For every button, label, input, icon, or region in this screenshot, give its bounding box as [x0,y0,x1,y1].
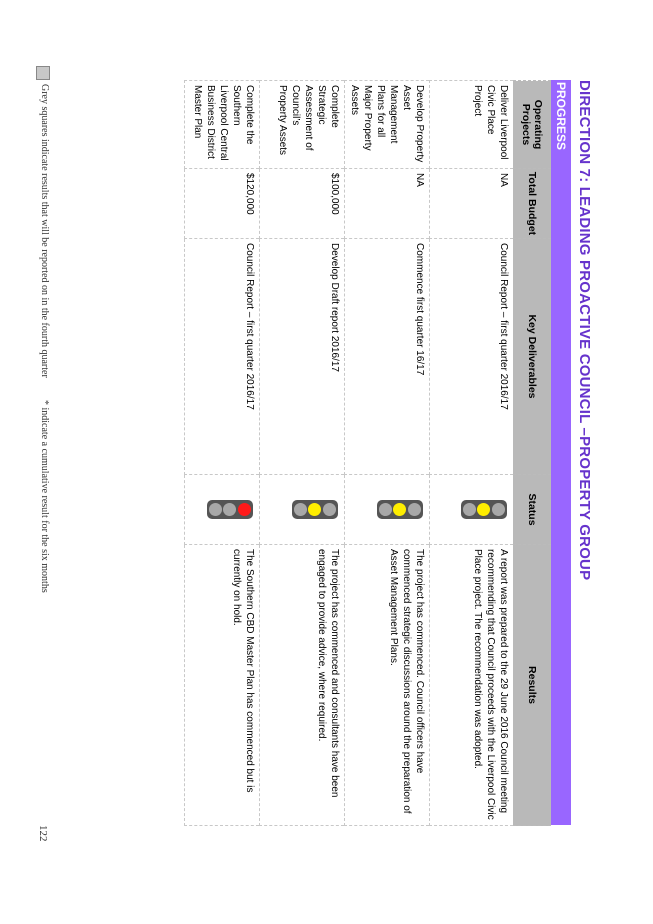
project-cell: Deliver Liverpool Civic Place Project [430,81,514,169]
deliverables-cell: Commence first quarter 16/17 [345,239,430,475]
red-lamp-icon [323,503,336,516]
results-cell: A report was prepared to the 29 June 2016 Council meeting recommending that Council proceeds with the Liverpool Civic Place project. The recommendation was adopted. [430,545,514,826]
traffic-light-icon [377,500,423,519]
status-cell [345,475,430,545]
results-cell: The project has commenced. Council officers have commenced strategic discussions around the preparation of Asset Management Plans. [345,545,430,826]
column-header: Status [513,475,551,545]
progress-band: PROGRESS [551,80,571,825]
budget-cell: $100,000 [260,169,345,239]
traffic-light-icon [292,500,338,519]
projects-table [184,80,551,826]
project-cell: Develop Property Asset Management Plans for all Major Property Assets [345,81,430,169]
footer-grey-note: Grey squares indicate results that will be reported on in the fourth quarter [39,84,50,378]
results-cell: The project has commenced and consultants have been engaged to provide advice, where required. [260,545,345,826]
traffic-light-icon [207,500,253,519]
red-lamp-icon [238,503,251,516]
table-row [185,81,260,826]
results-cell: The Southern CBD Master Plan has commenced but is currently on hold. [185,545,260,826]
table-row [430,81,514,826]
green-lamp-icon [463,503,476,516]
column-header: Results [513,545,551,826]
green-lamp-icon [209,503,222,516]
footer-star-note: * indicate a cumulative result for the six months [39,400,50,593]
amber-lamp-icon [478,503,491,516]
traffic-light-icon [461,500,507,519]
red-lamp-icon [408,503,421,516]
grey-square-legend-icon [36,66,50,80]
table-row [260,81,345,826]
budget-cell: NA [345,169,430,239]
deliverables-cell: Develop Draft report 2016/17 [260,239,345,475]
green-lamp-icon [379,503,392,516]
table-row [345,81,430,826]
green-lamp-icon [294,503,307,516]
deliverables-cell: Council Report – first quarter 2016/17 [430,239,514,475]
page-number: 122 [37,825,49,842]
column-header: Operating Projects [513,81,551,169]
amber-lamp-icon [309,503,322,516]
red-lamp-icon [492,503,505,516]
amber-lamp-icon [394,503,407,516]
budget-cell: NA [430,169,514,239]
status-cell [185,475,260,545]
column-header: Key Deliverables [513,239,551,475]
project-cell: Complete Strategic Assessment of Council’s Property Assets [260,81,345,169]
status-cell [260,475,345,545]
column-header: Total Budget [513,169,551,239]
project-cell: Complete the Southern Liverpool Central Business District Master Plan [185,81,260,169]
budget-cell: $120,000 [185,169,260,239]
page-title: DIRECTION 7: LEADING PROACTIVE COUNCIL –PROPERTY GROUP [576,80,593,581]
status-cell [430,475,514,545]
table-header-row [513,81,551,826]
deliverables-cell: Council Report – first quarter 2016/17 [185,239,260,475]
amber-lamp-icon [224,503,237,516]
